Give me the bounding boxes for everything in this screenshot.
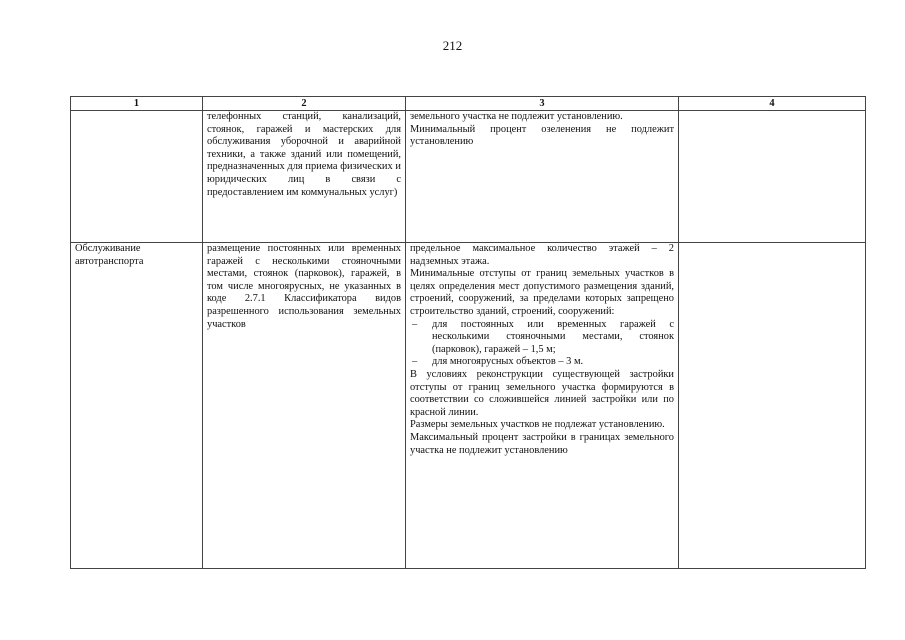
- zoning-table: [70, 96, 866, 569]
- row-b-col3-para-1: предельное максимальное количество этажей – 2 надземных этажа.: [410, 243, 674, 267]
- list-item: [410, 319, 674, 357]
- row-b-col3-para-4: Размеры земельных участков не подлежат установлению.: [410, 419, 665, 431]
- row-a-col1-cell: [71, 111, 203, 243]
- row-a-col3-para-2: Минимальный процент озеленения не подлежит установлению: [410, 123, 674, 148]
- row-b-col3-dash-item-2: для многоярусных объектов – 3 м.: [432, 356, 584, 368]
- page-number: 212: [442, 38, 463, 53]
- header-col-2: 2: [203, 97, 406, 111]
- dash-bullet: –: [412, 356, 418, 368]
- row-b-col3-para-5: Максимальный процент застройки в границах земельного участка не подлежит установлению: [410, 431, 674, 456]
- row-b-col2-cell: [203, 243, 406, 569]
- table-header-row: [71, 97, 866, 111]
- dash-bullet: –: [412, 318, 418, 330]
- header-col-4: 4: [679, 97, 866, 111]
- header-col-3: 3: [406, 97, 679, 111]
- row-b-col1-cell: [71, 243, 203, 569]
- row-b-col2-text: размещение постоянных или временных гаражей с несколькими стояночными местами, стоянок (парковок), гаражей, в том числе многоярусных, не указанных в коде 2.7.1 Классификатора видов разрешенного использования земельных участков: [207, 243, 401, 330]
- row-b-col3-para-3: В условиях реконструкции существующей застройки отступы от границ земельного участка формируются в соответствии со сложившейся линией застройки или по красной линии.: [410, 368, 674, 418]
- row-a-col4-cell: [679, 111, 866, 243]
- row-b-col3-cell: [406, 243, 679, 569]
- row-b-col4-cell: [679, 243, 866, 569]
- row-b-use-name: Обслуживание автотранспорта: [75, 243, 144, 267]
- header-col-1: 1: [71, 97, 203, 111]
- row-a-col2-text: телефонных станций, канализаций, стоянок, гаражей и мастерских для обслуживания уборочной и аварийной техники, а также зданий или помещений, предназначенных для приема физических и юридических лиц в связи с предоставлением им коммунальных услуг): [207, 111, 401, 198]
- row-b-col3-para-2: Минимальные отступы от границ земельных участков в целях определения мест допустимого размещения зданий, строений, сооружений, за пределами которых запрещено строительство зданий, строений, сооружений:: [410, 268, 674, 317]
- row-a-col3-para-1: земельного участка не подлежит установлению.: [410, 111, 623, 122]
- row-b-col3-dash-item-1: для постоянных или временных гаражей с несколькими стояночными местами, стоянок (парковок), гаражей – 1,5 м;: [432, 318, 674, 355]
- table-row: [71, 111, 866, 243]
- table-row: [71, 243, 866, 569]
- row-a-col2-cell: [203, 111, 406, 243]
- list-item: [410, 356, 674, 369]
- row-a-col3-cell: [406, 111, 679, 243]
